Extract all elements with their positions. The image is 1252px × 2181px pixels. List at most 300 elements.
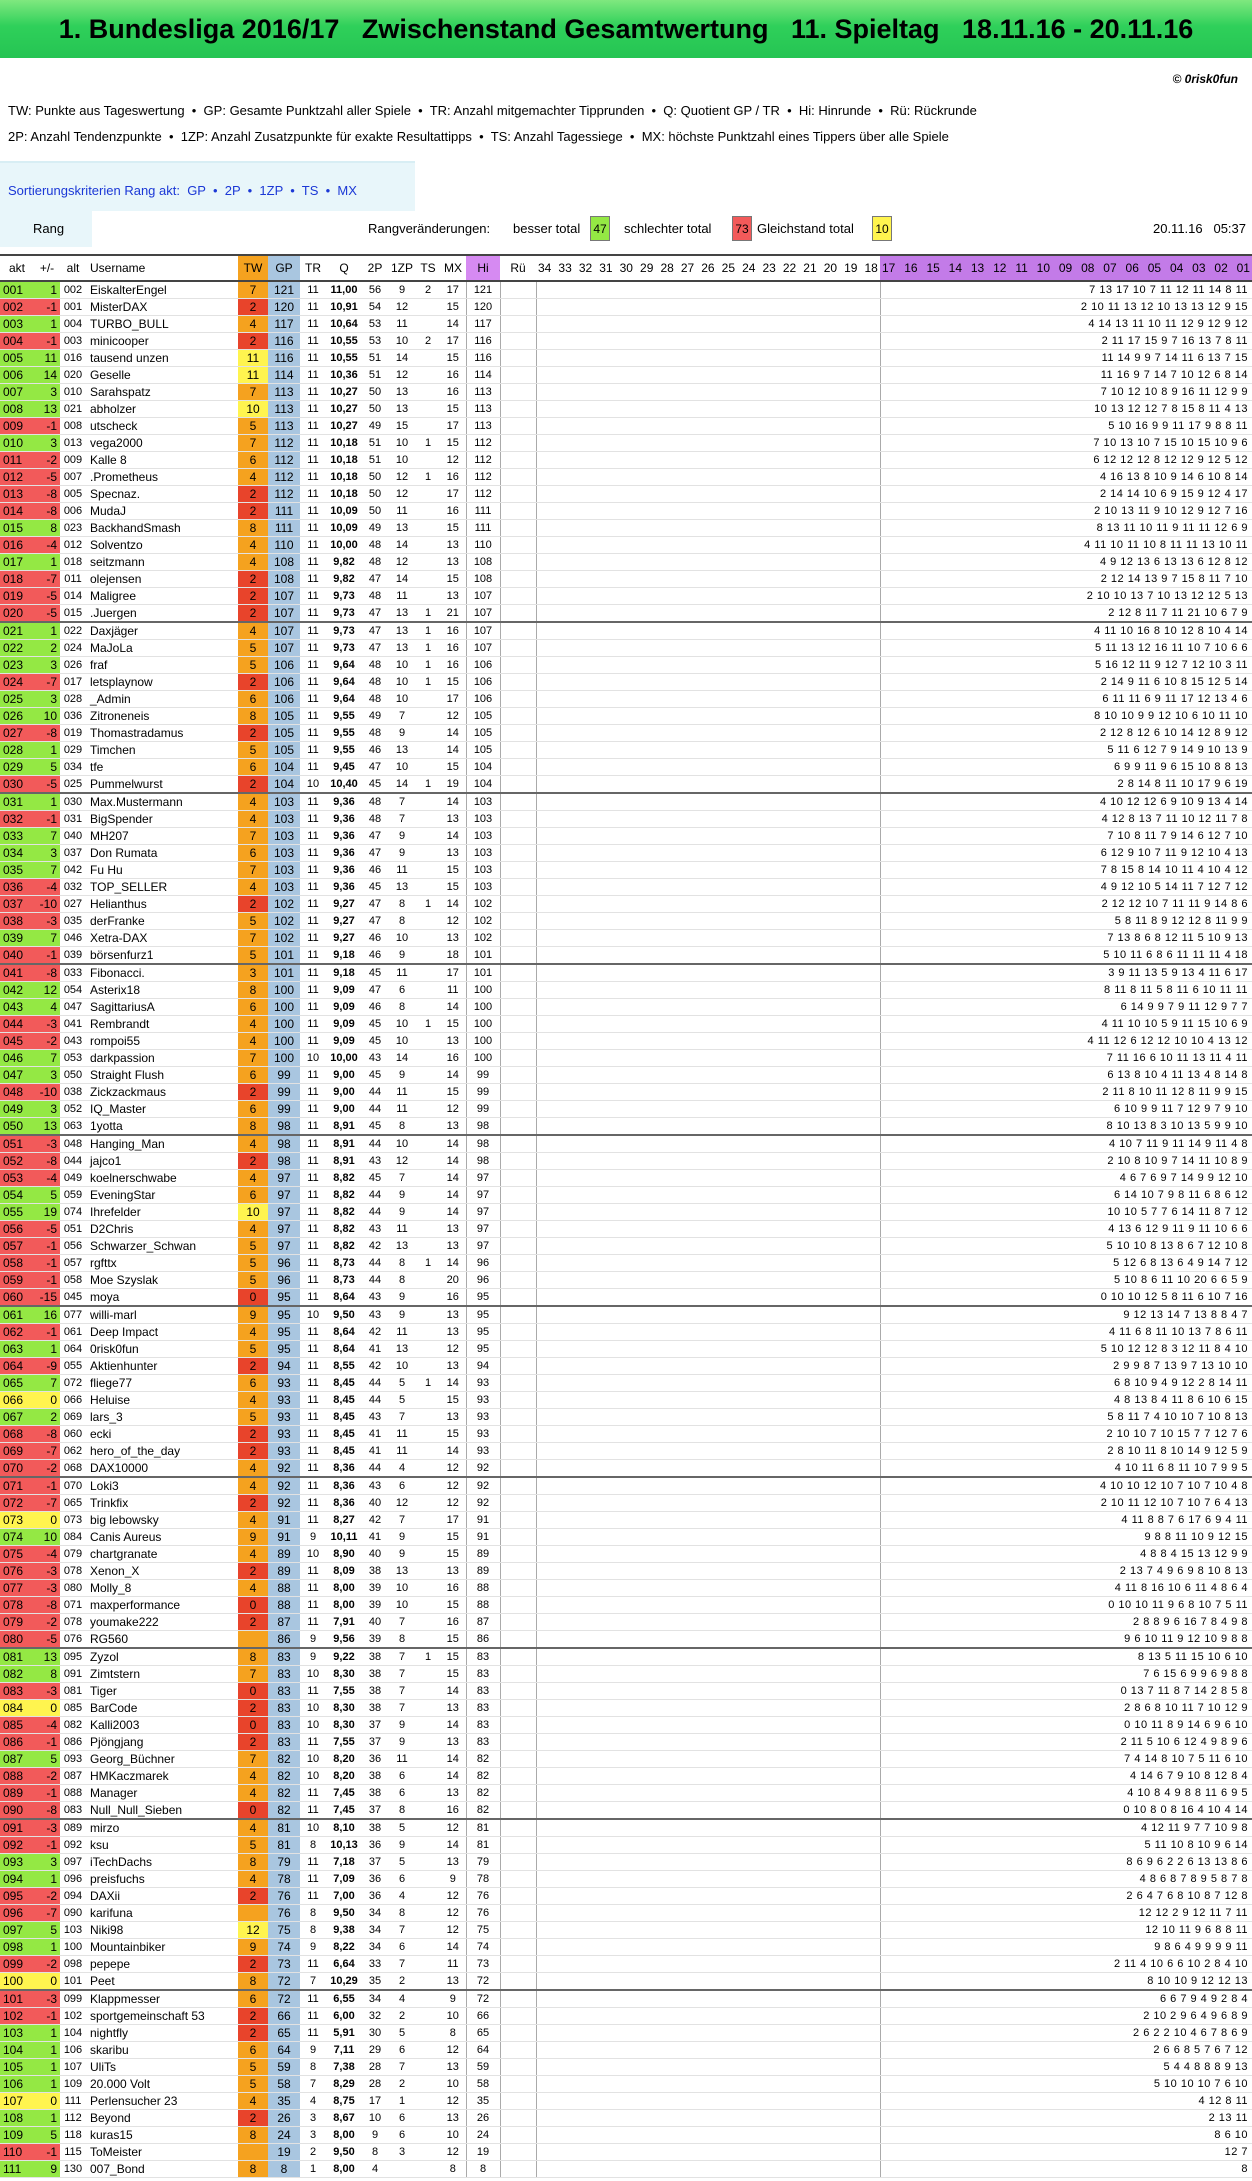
rank-previous: 093 xyxy=(60,1751,86,1768)
rank-change: -8 xyxy=(34,1153,60,1170)
username[interactable]: Fibonacci. xyxy=(86,964,238,982)
total-points: 103 xyxy=(268,828,300,845)
username[interactable]: vega2000 xyxy=(86,435,238,452)
col-1zp[interactable]: 1ZP xyxy=(388,255,416,281)
quotient: 7,55 xyxy=(326,1734,362,1751)
tendency-points: 43 xyxy=(362,1153,388,1170)
tendency-points: 51 xyxy=(362,350,388,367)
rank-change: 16 xyxy=(34,1306,60,1324)
rueckrunde-history xyxy=(536,1392,880,1409)
hinrunde-history: 5 4 4 8 8 8 9 13 xyxy=(880,2059,1252,2076)
rank-change: -1 xyxy=(34,1837,60,1854)
rank-previous: 083 xyxy=(60,1802,86,1820)
rounds-played: 11 xyxy=(300,1187,326,1204)
username[interactable]: D2Chris xyxy=(86,1221,238,1238)
username[interactable]: Geselle xyxy=(86,367,238,384)
rueckrunde-total xyxy=(500,1580,536,1597)
rueckrunde-total xyxy=(500,333,536,350)
rank-previous: 085 xyxy=(60,1700,86,1717)
username[interactable]: Zickzackmaus xyxy=(86,1084,238,1101)
username[interactable]: Georg_Büchner xyxy=(86,1751,238,1768)
table-row xyxy=(0,2042,1252,2059)
rank-current: 084 xyxy=(0,1700,34,1717)
quotient: 8,36 xyxy=(326,1495,362,1512)
table-row xyxy=(0,1238,1252,1255)
username[interactable]: big lebowsky xyxy=(86,1512,238,1529)
hinrunde-history: 5 8 11 8 9 12 12 8 11 9 9 xyxy=(880,913,1252,930)
username[interactable]: Canis Aureus xyxy=(86,1529,238,1546)
tendency-points: 44 xyxy=(362,1101,388,1118)
username[interactable]: Null_Null_Sieben xyxy=(86,1802,238,1820)
rounds-played: 11 xyxy=(300,640,326,657)
max-points: 12 xyxy=(440,1101,466,1118)
username[interactable]: ksu xyxy=(86,1837,238,1854)
hinrunde-history: 7 8 15 8 14 10 11 4 10 4 12 xyxy=(880,862,1252,879)
table-row xyxy=(0,999,1252,1016)
hinrunde-history: 2 10 13 11 9 10 12 9 12 7 16 xyxy=(880,503,1252,520)
hinrunde-history: 2 8 8 9 6 16 7 8 4 9 8 xyxy=(880,1614,1252,1631)
table-row xyxy=(0,1990,1252,2008)
rueckrunde-history xyxy=(536,1529,880,1546)
table-row xyxy=(0,2127,1252,2144)
hinrunde-history: 4 10 11 6 8 11 10 7 9 9 5 xyxy=(880,1460,1252,1478)
username[interactable]: pepepe xyxy=(86,1956,238,1973)
username[interactable]: MaJoLa xyxy=(86,640,238,657)
hinrunde-history: 2 10 11 13 12 10 13 13 12 9 15 xyxy=(880,299,1252,316)
username[interactable]: 007_Bond xyxy=(86,2161,238,2178)
username[interactable]: Solventzo xyxy=(86,537,238,554)
hinrunde-history: 12 7 xyxy=(880,2144,1252,2161)
rank-previous: 054 xyxy=(60,982,86,999)
username[interactable]: Specnaz. xyxy=(86,486,238,503)
username[interactable]: EveningStar xyxy=(86,1187,238,1204)
username[interactable]: Peet xyxy=(86,1973,238,1991)
day-points: 6 xyxy=(238,759,268,776)
username[interactable]: MudaJ xyxy=(86,503,238,520)
rueckrunde-history xyxy=(536,1443,880,1460)
username[interactable]: .Juergen xyxy=(86,605,238,623)
col-akt[interactable]: akt xyxy=(0,255,34,281)
username[interactable]: RG560 xyxy=(86,1631,238,1649)
username[interactable]: 0risk0fun xyxy=(86,1341,238,1358)
username[interactable]: ecki xyxy=(86,1426,238,1443)
rank-previous: 065 xyxy=(60,1495,86,1512)
day-points: 7 xyxy=(238,1666,268,1683)
total-points: 72 xyxy=(268,1990,300,2008)
tendency-points: 37 xyxy=(362,1734,388,1751)
username[interactable]: Daxjäger xyxy=(86,622,238,640)
username[interactable]: Xetra-DAX xyxy=(86,930,238,947)
tendency-points: 10 xyxy=(362,2110,388,2127)
max-points: 16 xyxy=(440,367,466,384)
exact-points: 11 xyxy=(388,964,416,982)
hinrunde-history: 11 16 9 7 14 7 10 12 6 8 14 xyxy=(880,367,1252,384)
username[interactable]: letsplaynow xyxy=(86,674,238,691)
table-header-row xyxy=(0,255,1252,281)
total-points: 82 xyxy=(268,1751,300,1768)
total-points: 100 xyxy=(268,1050,300,1067)
username[interactable]: TOP_SELLER xyxy=(86,879,238,896)
total-points: 99 xyxy=(268,1084,300,1101)
username[interactable]: iTechDachs xyxy=(86,1854,238,1871)
username[interactable]: maxperformance xyxy=(86,1597,238,1614)
username[interactable]: IQ_Master xyxy=(86,1101,238,1118)
username[interactable]: seitzmann xyxy=(86,554,238,571)
username[interactable]: lars_3 xyxy=(86,1409,238,1426)
total-points: 97 xyxy=(268,1238,300,1255)
total-points: 88 xyxy=(268,1580,300,1597)
rueckrunde-history xyxy=(536,333,880,350)
rank-previous: 056 xyxy=(60,1238,86,1255)
username[interactable]: MH207 xyxy=(86,828,238,845)
quotient: 8,00 xyxy=(326,2161,362,2178)
rank-current: 082 xyxy=(0,1666,34,1683)
username[interactable]: jajco1 xyxy=(86,1153,238,1170)
username[interactable]: 1yotta xyxy=(86,1118,238,1136)
rank-previous: 038 xyxy=(60,1084,86,1101)
username[interactable]: Rembrandt xyxy=(86,1016,238,1033)
username[interactable]: minicooper xyxy=(86,333,238,350)
username[interactable]: Klappmesser xyxy=(86,1990,238,2008)
round-header-32: 32 xyxy=(578,261,593,275)
username[interactable]: Straight Flush xyxy=(86,1067,238,1084)
exact-points: 13 xyxy=(388,384,416,401)
username[interactable]: börsenfurz1 xyxy=(86,947,238,965)
username[interactable]: utscheck xyxy=(86,418,238,435)
rueckrunde-total xyxy=(500,605,536,623)
username[interactable]: Asterix18 xyxy=(86,982,238,999)
username[interactable]: Thomastradamus xyxy=(86,725,238,742)
username[interactable]: Don Rumata xyxy=(86,845,238,862)
username[interactable]: Loki3 xyxy=(86,1477,238,1495)
username[interactable]: Moe Szyslak xyxy=(86,1272,238,1289)
rueckrunde-history xyxy=(536,554,880,571)
username[interactable]: Max.Mustermann xyxy=(86,793,238,811)
username[interactable]: skaribu xyxy=(86,2042,238,2059)
username[interactable]: preisfuchs xyxy=(86,1871,238,1888)
username[interactable]: tfe xyxy=(86,759,238,776)
rank-previous: 029 xyxy=(60,742,86,759)
day-wins xyxy=(416,1512,440,1529)
username[interactable]: Manager xyxy=(86,1785,238,1802)
username[interactable]: Zimtstern xyxy=(86,1666,238,1683)
col-q[interactable]: Q xyxy=(326,255,362,281)
col-hi[interactable]: Hi xyxy=(466,255,500,281)
exact-points: 9 xyxy=(388,1717,416,1734)
username[interactable]: moya xyxy=(86,1289,238,1307)
hinrunde-history: 6 12 9 10 7 11 9 12 10 4 13 xyxy=(880,845,1252,862)
day-wins xyxy=(416,1683,440,1700)
username[interactable]: koelnerschwabe xyxy=(86,1170,238,1187)
username[interactable]: EiskalterEngel xyxy=(86,281,238,299)
rank-change: -1 xyxy=(34,333,60,350)
username[interactable]: Zyzol xyxy=(86,1648,238,1666)
username[interactable]: abholzer xyxy=(86,401,238,418)
exact-points: 2 xyxy=(388,2008,416,2025)
username[interactable]: Aktienhunter xyxy=(86,1358,238,1375)
table-row xyxy=(0,674,1252,691)
username[interactable]: Mountainbiker xyxy=(86,1939,238,1956)
max-points: 14 xyxy=(440,742,466,759)
username[interactable]: hero_of_the_day xyxy=(86,1443,238,1460)
rank-previous: 039 xyxy=(60,947,86,965)
rounds-played: 11 xyxy=(300,708,326,725)
username[interactable]: willi-marl xyxy=(86,1306,238,1324)
username[interactable]: Kalli2003 xyxy=(86,1717,238,1734)
rueckrunde-total xyxy=(500,879,536,896)
rank-current: 012 xyxy=(0,469,34,486)
username[interactable]: derFranke xyxy=(86,913,238,930)
day-wins xyxy=(416,1785,440,1802)
max-points: 12 xyxy=(440,2093,466,2110)
hinrunde-history: 4 10 7 11 9 11 14 9 11 4 8 xyxy=(880,1135,1252,1153)
hinrunde-history: 2 10 10 7 10 15 7 7 12 7 6 xyxy=(880,1426,1252,1443)
rounds-played: 11 xyxy=(300,1375,326,1392)
rounds-played: 11 xyxy=(300,2008,326,2025)
col-rounds-rueckrunde xyxy=(536,255,880,281)
username[interactable]: Ihrefelder xyxy=(86,1204,238,1221)
username[interactable]: Sarahspatz xyxy=(86,384,238,401)
rank-change: -10 xyxy=(34,896,60,913)
max-points: 15 xyxy=(440,674,466,691)
rank-current: 094 xyxy=(0,1871,34,1888)
day-points: 4 xyxy=(238,1546,268,1563)
day-wins xyxy=(416,1324,440,1341)
username[interactable]: karifuna xyxy=(86,1905,238,1922)
hinrunde-history: 9 8 6 4 9 9 9 9 11 xyxy=(880,1939,1252,1956)
username[interactable]: chartgranate xyxy=(86,1546,238,1563)
col-gp[interactable]: GP xyxy=(268,255,300,281)
username[interactable]: Tiger xyxy=(86,1683,238,1700)
exact-points: 8 xyxy=(388,999,416,1016)
username[interactable]: DAXii xyxy=(86,1888,238,1905)
rueckrunde-history xyxy=(536,1477,880,1495)
max-points: 12 xyxy=(440,708,466,725)
col-plus-minus[interactable]: +/- xyxy=(34,255,60,281)
total-points: 103 xyxy=(268,879,300,896)
col-ts[interactable]: TS xyxy=(416,255,440,281)
round-header-29: 29 xyxy=(640,261,654,275)
username[interactable]: Trinkfix xyxy=(86,1495,238,1512)
rank-change: 1 xyxy=(34,2076,60,2093)
rueckrunde-total xyxy=(500,1221,536,1238)
rank-previous: 023 xyxy=(60,520,86,537)
username[interactable]: BarCode xyxy=(86,1700,238,1717)
username[interactable]: Helianthus xyxy=(86,896,238,913)
round-header-16: 16 xyxy=(904,261,918,275)
username[interactable]: Perlensucher 23 xyxy=(86,2093,238,2110)
rueckrunde-history xyxy=(536,1084,880,1101)
rank-current: 075 xyxy=(0,1546,34,1563)
rank-previous: 005 xyxy=(60,486,86,503)
username[interactable]: Deep Impact xyxy=(86,1324,238,1341)
exact-points: 13 xyxy=(388,1238,416,1255)
tendency-points: 34 xyxy=(362,1939,388,1956)
rank-previous: 072 xyxy=(60,1375,86,1392)
hinrunde-total: 98 xyxy=(466,1135,500,1153)
rank-previous: 071 xyxy=(60,1597,86,1614)
table-row xyxy=(0,1580,1252,1597)
username[interactable]: nightfly xyxy=(86,2025,238,2042)
username[interactable]: HMKaczmarek xyxy=(86,1768,238,1785)
username[interactable]: BackhandSmash xyxy=(86,520,238,537)
day-wins xyxy=(416,879,440,896)
username[interactable]: .Prometheus xyxy=(86,469,238,486)
tendency-points: 43 xyxy=(362,1306,388,1324)
max-points: 12 xyxy=(440,1460,466,1478)
username[interactable]: sportgemeinschaft 53 xyxy=(86,2008,238,2025)
col-ru[interactable]: Rü xyxy=(500,255,536,281)
username[interactable]: Schwarzer_Schwan xyxy=(86,1238,238,1255)
tendency-points: 47 xyxy=(362,622,388,640)
rank-previous: 102 xyxy=(60,2008,86,2025)
rueckrunde-total xyxy=(500,350,536,367)
total-points: 112 xyxy=(268,469,300,486)
day-points: 0 xyxy=(238,1802,268,1820)
tendency-points: 45 xyxy=(362,1170,388,1187)
max-points: 12 xyxy=(440,1922,466,1939)
rank-label: Rang xyxy=(33,221,65,236)
tendency-points: 48 xyxy=(362,793,388,811)
username[interactable]: MisterDAX xyxy=(86,299,238,316)
username[interactable]: Zitroneneis xyxy=(86,708,238,725)
round-header-23: 23 xyxy=(762,261,776,275)
username[interactable]: Pjöngjang xyxy=(86,1734,238,1751)
rueckrunde-total xyxy=(500,1084,536,1101)
username[interactable]: kuras15 xyxy=(86,2127,238,2144)
username[interactable]: mirzo xyxy=(86,1819,238,1837)
username[interactable]: TURBO_BULL xyxy=(86,316,238,333)
rank-previous: 091 xyxy=(60,1666,86,1683)
total-points: 111 xyxy=(268,503,300,520)
username[interactable]: Xenon_X xyxy=(86,1563,238,1580)
username[interactable]: Maligree xyxy=(86,588,238,605)
username[interactable]: olejensen xyxy=(86,571,238,588)
rank-change: -1 xyxy=(34,947,60,965)
rank-change: -7 xyxy=(34,674,60,691)
rueckrunde-total xyxy=(500,1751,536,1768)
table-row xyxy=(0,1409,1252,1426)
username[interactable]: Kalle 8 xyxy=(86,452,238,469)
tendency-points: 48 xyxy=(362,691,388,708)
rank-change: -15 xyxy=(34,1289,60,1307)
hinrunde-total: 112 xyxy=(466,486,500,503)
username[interactable]: Niki98 xyxy=(86,1922,238,1939)
username[interactable]: Molly_8 xyxy=(86,1580,238,1597)
quotient: 10,18 xyxy=(326,435,362,452)
col-2p[interactable]: 2P xyxy=(362,255,388,281)
username[interactable]: fliege77 xyxy=(86,1375,238,1392)
col-username[interactable]: Username xyxy=(86,255,238,281)
rank-change: 14 xyxy=(34,367,60,384)
exact-points: 7 xyxy=(388,1700,416,1717)
username[interactable]: Fu Hu xyxy=(86,862,238,879)
total-points: 76 xyxy=(268,1888,300,1905)
hinrunde-total: 19 xyxy=(466,2144,500,2161)
rounds-played: 11 xyxy=(300,554,326,571)
rounds-played: 9 xyxy=(300,1529,326,1546)
max-points: 13 xyxy=(440,1324,466,1341)
quotient: 8,20 xyxy=(326,1751,362,1768)
username[interactable]: rgfttx xyxy=(86,1255,238,1272)
hinrunde-total: 100 xyxy=(466,1033,500,1050)
rueckrunde-history xyxy=(536,964,880,982)
username[interactable]: Timchen xyxy=(86,742,238,759)
rounds-played: 11 xyxy=(300,759,326,776)
rueckrunde-history xyxy=(536,691,880,708)
hinrunde-history: 2 9 9 8 7 13 9 7 13 10 10 xyxy=(880,1358,1252,1375)
rueckrunde-total xyxy=(500,2110,536,2127)
col-mx[interactable]: MX xyxy=(440,255,466,281)
hinrunde-history: 4 6 7 6 9 7 14 9 9 12 10 xyxy=(880,1170,1252,1187)
rank-change: -3 xyxy=(34,1016,60,1033)
col-tw[interactable]: TW xyxy=(238,255,268,281)
username[interactable]: DAX10000 xyxy=(86,1460,238,1478)
total-points: 114 xyxy=(268,367,300,384)
username[interactable]: SagittariusA xyxy=(86,999,238,1016)
username[interactable]: fraf xyxy=(86,657,238,674)
username[interactable]: rompoi55 xyxy=(86,1033,238,1050)
day-points: 2 xyxy=(238,1734,268,1751)
username[interactable]: Pummelwurst xyxy=(86,776,238,794)
table-row xyxy=(0,1324,1252,1341)
total-points: 86 xyxy=(268,1631,300,1649)
rank-current: 077 xyxy=(0,1580,34,1597)
username[interactable]: ToMeister xyxy=(86,2144,238,2161)
day-wins xyxy=(416,503,440,520)
day-points: 6 xyxy=(238,999,268,1016)
hinrunde-total: 82 xyxy=(466,1768,500,1785)
tendency-points: 9 xyxy=(362,2127,388,2144)
rueckrunde-total xyxy=(500,418,536,435)
rueckrunde-total xyxy=(500,469,536,486)
username[interactable]: Hanging_Man xyxy=(86,1135,238,1153)
rueckrunde-total xyxy=(500,964,536,982)
rank-current: 068 xyxy=(0,1426,34,1443)
total-points: 73 xyxy=(268,1956,300,1973)
username[interactable]: 20.000 Volt xyxy=(86,2076,238,2093)
quotient: 10,55 xyxy=(326,350,362,367)
rank-previous: 101 xyxy=(60,1973,86,1991)
exact-points: 9 xyxy=(388,1204,416,1221)
total-points: 26 xyxy=(268,2110,300,2127)
rueckrunde-total xyxy=(500,896,536,913)
exact-points: 12 xyxy=(388,299,416,316)
username[interactable]: tausend unzen xyxy=(86,350,238,367)
username[interactable]: Beyond xyxy=(86,2110,238,2127)
username[interactable]: youmake222 xyxy=(86,1614,238,1631)
username[interactable]: darkpassion xyxy=(86,1050,238,1067)
hinrunde-total: 105 xyxy=(466,708,500,725)
username[interactable]: UliTs xyxy=(86,2059,238,2076)
rank-current: 009 xyxy=(0,418,34,435)
total-points: 91 xyxy=(268,1512,300,1529)
hinrunde-total: 81 xyxy=(466,1837,500,1854)
rank-previous: 089 xyxy=(60,1819,86,1837)
day-points: 2 xyxy=(238,725,268,742)
hinrunde-history: 2 6 4 7 6 8 10 8 7 12 8 xyxy=(880,1888,1252,1905)
username[interactable]: BigSpender xyxy=(86,811,238,828)
exact-points: 6 xyxy=(388,1871,416,1888)
col-alt[interactable]: alt xyxy=(60,255,86,281)
username[interactable]: Heluise xyxy=(86,1392,238,1409)
hinrunde-history: 6 10 9 9 11 7 12 9 7 9 10 xyxy=(880,1101,1252,1118)
max-points: 14 xyxy=(440,1187,466,1204)
day-points: 6 xyxy=(238,1990,268,2008)
username[interactable]: _Admin xyxy=(86,691,238,708)
max-points: 15 xyxy=(440,1426,466,1443)
col-tr[interactable]: TR xyxy=(300,255,326,281)
